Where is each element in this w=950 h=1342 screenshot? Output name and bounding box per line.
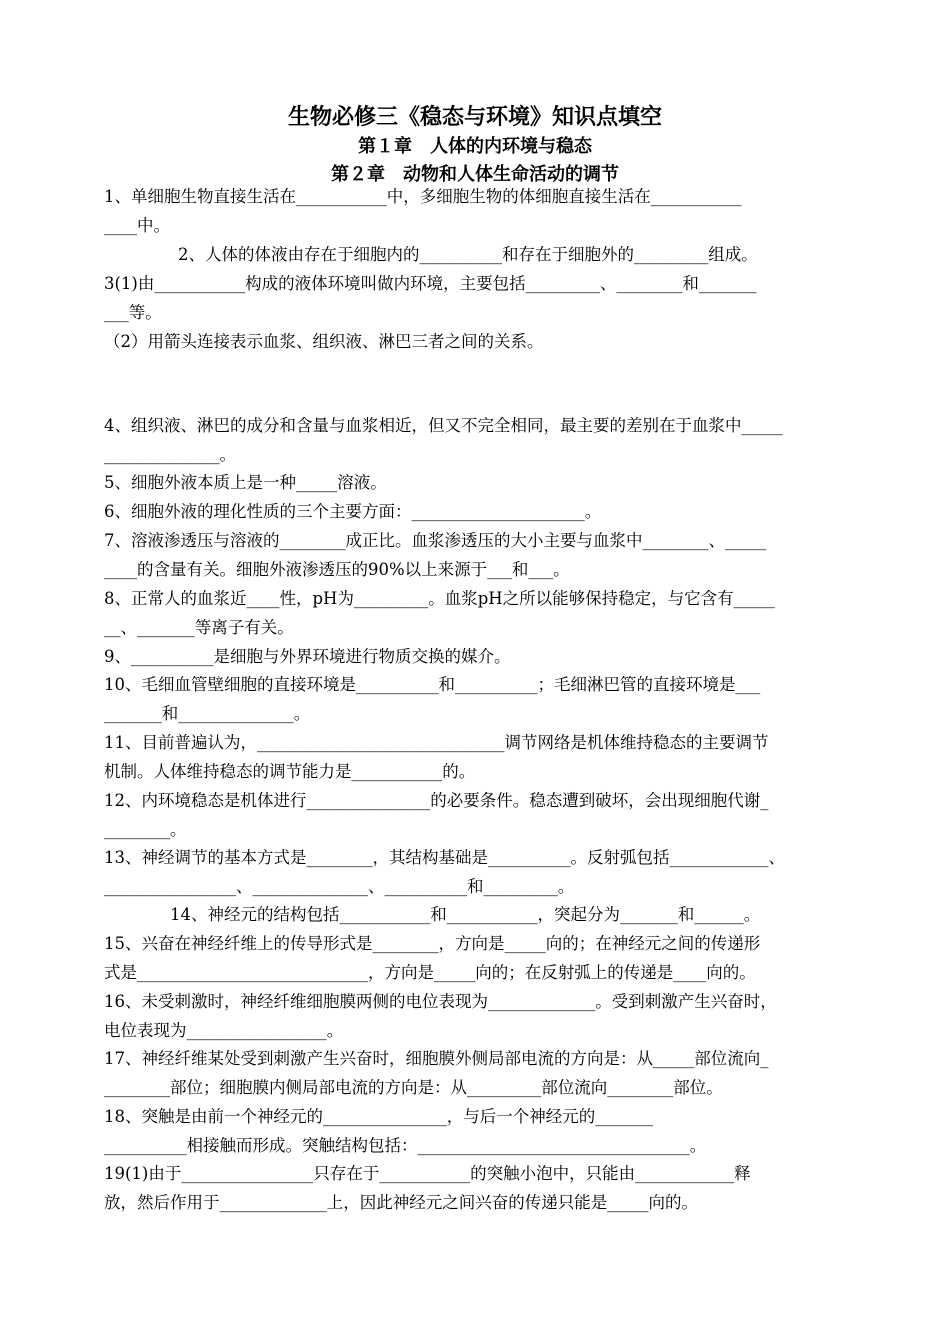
question-15-line-1: 15、兴奋在神经纤维上的传导形式是________，方向是_____向的；在神经元之间的传递形 bbox=[104, 934, 761, 953]
question-3-line-1: 3(1)由___________构成的液体环境叫做内环境，主要包括_________、________和_______ bbox=[104, 274, 757, 293]
question-19-line-1: 19(1)由于________________只存在于___________的突触小泡中，只能由____________释 bbox=[104, 1164, 751, 1183]
question-8-line-2: __、_______等离子有关。 bbox=[104, 618, 294, 637]
question-14-line-1: 14、神经元的结构包括___________和___________，突起分为_______和______。 bbox=[170, 905, 761, 924]
question-13-line-1: 13、神经调节的基本方式是________，其结构基础是__________。反射弧包括____________、 bbox=[104, 848, 785, 867]
question-10-line-2: _______和______________。 bbox=[104, 704, 311, 723]
question-13-line-2: ________________、______________、__________和_________。 bbox=[104, 877, 575, 896]
question-9-line-1: 9、__________是细胞与外界环境进行物质交换的媒介。 bbox=[104, 647, 511, 666]
question-18-line-2: __________相接触而形成。突触结构包括：_________________________________。 bbox=[104, 1136, 707, 1155]
question-4-line-2: ______________。 bbox=[104, 445, 236, 464]
question-1-line-1: 1、单细胞生物直接生活在___________中，多细胞生物的体细胞直接生活在___________ bbox=[104, 187, 742, 206]
question-12-line-1: 12、内环境稳态是机体进行_______________的必要条件。稳态遭到破坏，会出现细胞代谢_ bbox=[104, 791, 769, 810]
question-18-line-1: 18、突触是由前一个神经元的_______________，与后一个神经元的_______ bbox=[104, 1107, 653, 1126]
question-12-line-2: ________。 bbox=[104, 820, 187, 839]
question-2-line-1: 2、人体的体液由存在于细胞内的__________和存在于细胞外的_________组成。 bbox=[178, 245, 758, 264]
question-10-line-1: 10、毛细血管壁细胞的直接环境是__________和__________；毛细淋巴管的直接环境是___ bbox=[104, 675, 761, 694]
question-17-line-1: 17、神经纤维某处受到刺激产生兴奋时，细胞膜外侧局部电流的方向是：从_____部位流向_ bbox=[104, 1049, 769, 1068]
chapter-1-title: 第１章 人体的内环境与稳态 bbox=[358, 136, 592, 157]
question-15-line-2: 式是____________________________，方向是_____向的；在反射弧上的传递是____向的。 bbox=[104, 963, 756, 982]
question-7-line-2: ____的含量有关。细胞外液渗透压的90%以上来源于___和___。 bbox=[104, 560, 570, 579]
question-7-line-1: 7、溶液渗透压与溶液的________成正比。血浆渗透压的大小主要与血浆中________、_____ bbox=[104, 531, 767, 550]
question-16-line-1: 16、未受刺激时，神经纤维细胞膜两侧的电位表现为_____________。受到刺激产生兴奋时， bbox=[104, 992, 777, 1011]
question-11-line-1: 11、目前普遍认为，______________________________调节网络是机体维持稳态的主要调节 bbox=[104, 733, 769, 752]
question-4-line-1: 4、组织液、淋巴的成分和含量与血浆相近，但又不完全相同，最主要的差别在于血浆中_____ bbox=[104, 416, 783, 435]
chapter-2-title: 第２章 动物和人体生命活动的调节 bbox=[331, 164, 619, 185]
question-3-part-2: （2）用箭头连接表示血浆、组织液、淋巴三者之间的关系。 bbox=[104, 332, 544, 351]
question-6-line-1: 6、细胞外液的理化性质的三个主要方面：_____________________。 bbox=[104, 502, 602, 521]
question-16-line-2: 电位表现为_________________。 bbox=[104, 1021, 344, 1040]
question-1-line-2: ____中。 bbox=[104, 216, 170, 235]
question-3-line-2: ___等。 bbox=[104, 303, 162, 322]
question-17-line-2: ________部位；细胞膜内侧局部电流的方向是：从_________部位流向________部位。 bbox=[104, 1078, 723, 1097]
question-8-line-1: 8、正常人的血浆近____性，pH为_________。血浆pH之所以能够保持稳定，与它含有_____ bbox=[104, 589, 775, 608]
question-11-line-2: 机制。人体维持稳态的调节能力是___________的。 bbox=[104, 762, 476, 781]
question-19-line-2: 放，然后作用于_____________上，因此神经元之间兴奋的传递只能是_____向的。 bbox=[104, 1193, 698, 1212]
question-5-line-1: 5、细胞外液本质上是一种_____溶液。 bbox=[104, 473, 387, 492]
main-title: 生物必修三《稳态与环境》知识点填空 bbox=[287, 105, 662, 130]
